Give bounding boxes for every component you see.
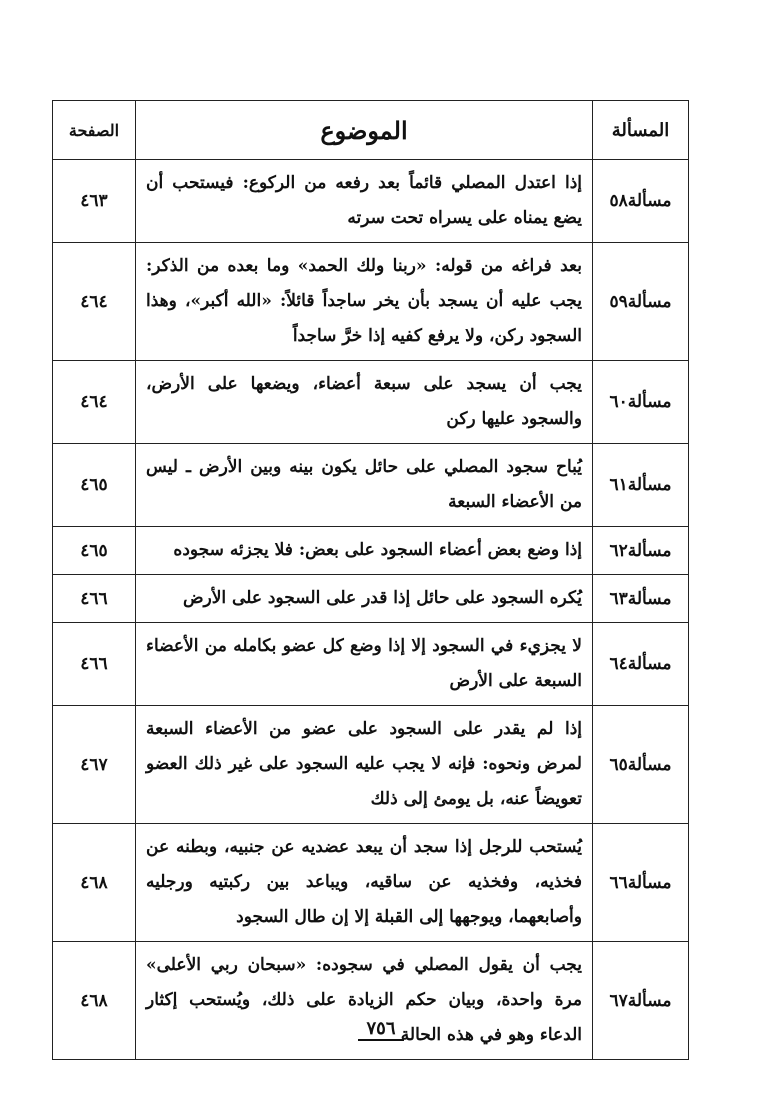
table-row <box>53 824 689 942</box>
page-cell: ٤٦٣ <box>53 160 136 243</box>
topic-cell: إذا وضع بعض أعضاء السجود على بعض: فلا يجزئه سجوده <box>136 527 593 575</box>
table-row <box>53 575 689 623</box>
header-page: الصفحة <box>53 101 136 160</box>
table-row <box>53 706 689 824</box>
topic-cell: يُكره السجود على حائل إذا قدر على السجود على الأرض <box>136 575 593 623</box>
page-cell: ٤٦٤ <box>53 243 136 361</box>
table-row <box>53 623 689 706</box>
header-topic: الموضوع <box>136 101 593 160</box>
index-table <box>52 100 689 1060</box>
topic-cell: لا يجزيء في السجود إلا إذا وضع كل عضو بكامله من الأعضاء السبعة على الأرض <box>136 623 593 706</box>
page-cell: ٤٦٦ <box>53 575 136 623</box>
header-masala: المسألة <box>593 101 689 160</box>
table-row <box>53 160 689 243</box>
table-row <box>53 527 689 575</box>
table-row <box>53 243 689 361</box>
topic-cell: يجب أن يقول المصلي في سجوده: «سبحان ربي الأعلى» مرة واحدة، وبيان حكم الزيادة على ذلك، ويُستحب إكثار الدعاء وهو في هذه الحالة <box>136 942 593 1060</box>
page-number: ٧٥٦ <box>358 1018 403 1041</box>
topic-cell: بعد فراغه من قوله: «ربنا ولك الحمد» وما بعده من الذكر: يجب عليه أن يسجد بأن يخر ساجداً قائلاً: «الله أكبر»، وهذا السجود ركن، ولا يرفع كفيه إذا خرَّ ساجداً <box>136 243 593 361</box>
masala-cell: مسألة٦١ <box>593 444 689 527</box>
masala-cell: مسألة٦٥ <box>593 706 689 824</box>
table-row <box>53 444 689 527</box>
masala-cell: مسألة٦٢ <box>593 527 689 575</box>
topic-cell: يجب أن يسجد على سبعة أعضاء، ويضعها على الأرض، والسجود عليها ركن <box>136 361 593 444</box>
masala-cell: مسألة٦٧ <box>593 942 689 1060</box>
topic-cell: يُستحب للرجل إذا سجد أن يبعد عضديه عن جنبيه، وبطنه عن فخذيه، وفخذيه عن ساقيه، ويباعد بين ركبتيه ورجليه وأصابعهما، ويوجهها إلى القبلة إلا إن طال السجود <box>136 824 593 942</box>
masala-cell: مسألة٦٦ <box>593 824 689 942</box>
page-cell: ٤٦٨ <box>53 942 136 1060</box>
topic-cell: يُباح سجود المصلي على حائل يكون بينه وبين الأرض ـ ليس من الأعضاء السبعة <box>136 444 593 527</box>
page-cell: ٤٦٦ <box>53 623 136 706</box>
page-cell: ٤٦٤ <box>53 361 136 444</box>
page-footer <box>0 1018 762 1041</box>
table-header-row <box>53 101 689 160</box>
page-cell: ٤٦٥ <box>53 527 136 575</box>
masala-cell: مسألة٦٤ <box>593 623 689 706</box>
page-cell: ٤٦٧ <box>53 706 136 824</box>
page-cell: ٤٦٨ <box>53 824 136 942</box>
topic-cell: إذا لم يقدر على السجود على عضو من الأعضاء السبعة لمرض ونحوه: فإنه لا يجب عليه السجود على غير ذلك العضو تعويضاً عنه، بل يومئ إلى ذلك <box>136 706 593 824</box>
masala-cell: مسألة٥٩ <box>593 243 689 361</box>
table-row <box>53 361 689 444</box>
masala-cell: مسألة٦٣ <box>593 575 689 623</box>
masala-cell: مسألة٦٠ <box>593 361 689 444</box>
table-row <box>53 942 689 1060</box>
topic-cell: إذا اعتدل المصلي قائماً بعد رفعه من الركوع: فيستحب أن يضع يمناه على يسراه تحت سرته <box>136 160 593 243</box>
page-cell: ٤٦٥ <box>53 444 136 527</box>
masala-cell: مسألة٥٨ <box>593 160 689 243</box>
